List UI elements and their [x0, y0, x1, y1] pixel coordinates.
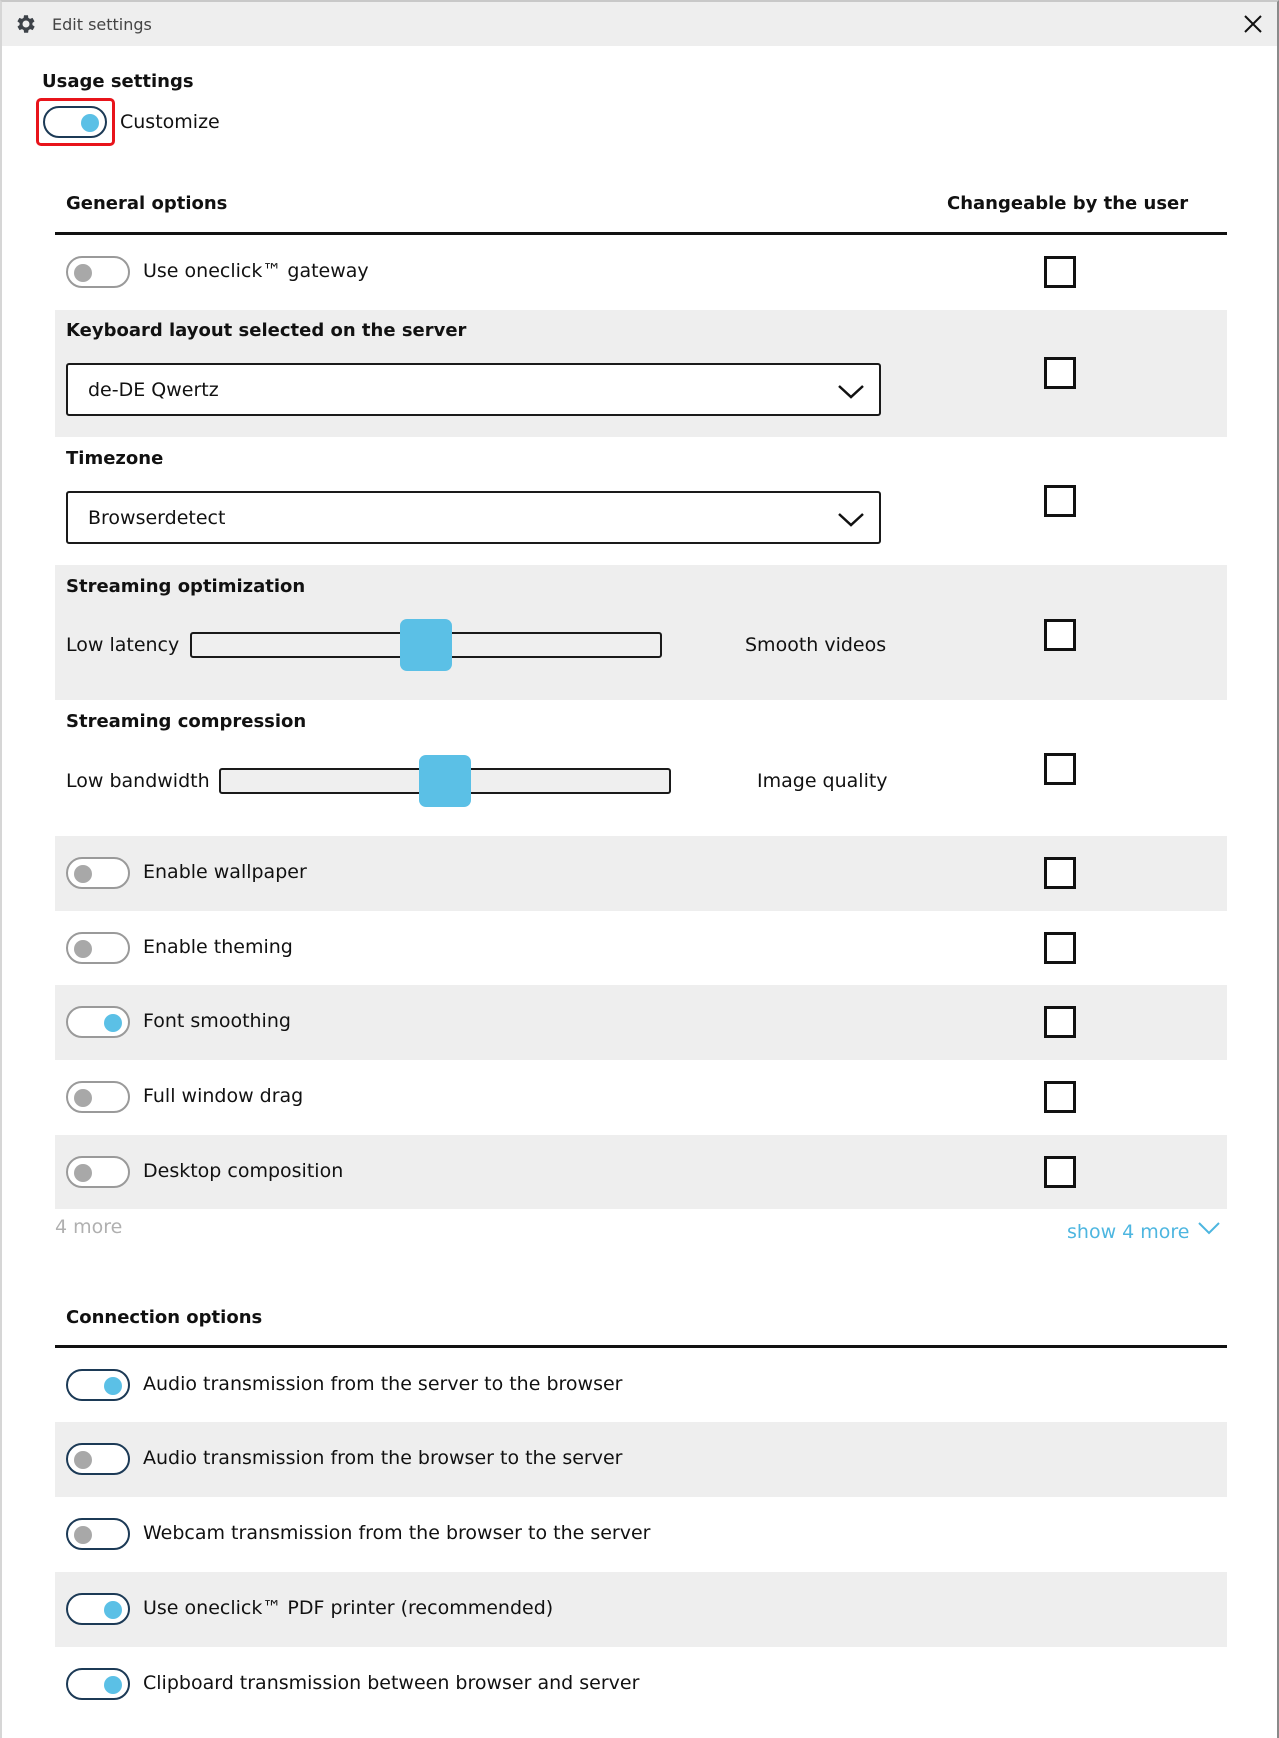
setting-row-wallpaper [55, 836, 1227, 911]
connection-row-pdf-printer [55, 1572, 1227, 1647]
hidden-count-label: 4 more [55, 1216, 123, 1238]
setting-row-streaming-compression [55, 700, 1227, 836]
timezone-changeable-checkbox[interactable] [1044, 485, 1076, 517]
font-smoothing-toggle[interactable] [66, 1006, 130, 1038]
streaming-compression-min-label: Low bandwidth [66, 770, 210, 792]
setting-row-gateway [55, 235, 1227, 310]
pdf-printer-toggle[interactable] [66, 1593, 130, 1625]
timezone-heading: Timezone [66, 448, 164, 469]
streaming-optimization-heading: Streaming optimization [66, 576, 306, 597]
streaming-compression-heading: Streaming compression [66, 711, 307, 732]
toggle-knob [74, 264, 92, 282]
theming-label: Enable theming [143, 936, 293, 958]
theming-changeable-checkbox[interactable] [1044, 932, 1076, 964]
streaming-optimization-changeable-checkbox[interactable] [1044, 619, 1076, 651]
pdf-printer-label: Use oneclick™ PDF printer (recommended) [143, 1597, 554, 1619]
gateway-label: Use oneclick™ gateway [143, 260, 369, 282]
full-window-drag-toggle[interactable] [66, 1081, 130, 1113]
wallpaper-label: Enable wallpaper [143, 861, 307, 883]
slider-thumb[interactable] [419, 755, 471, 807]
connection-row-audio-browser-to-server [55, 1422, 1227, 1497]
webcam-label: Webcam transmission from the browser to the server [143, 1522, 651, 1544]
show-more-link[interactable] [1067, 1221, 1220, 1243]
keyboard-layout-value: de-DE Qwertz [88, 379, 219, 401]
full-window-drag-label: Full window drag [143, 1085, 304, 1107]
connection-row-clipboard [55, 1647, 1227, 1722]
chevron-down-icon [837, 381, 865, 401]
streaming-optimization-max-label: Smooth videos [745, 634, 887, 656]
toggle-knob [81, 114, 99, 132]
connection-row-webcam [55, 1497, 1227, 1572]
setting-row-keyboard [55, 310, 1227, 437]
toggle-knob [74, 865, 92, 883]
font-smoothing-label: Font smoothing [143, 1010, 291, 1032]
chevron-down-icon [1198, 1221, 1220, 1235]
setting-row-theming [55, 911, 1227, 985]
toggle-knob [74, 1451, 92, 1469]
customize-label: Customize [120, 111, 220, 133]
webcam-toggle[interactable] [66, 1518, 130, 1550]
keyboard-layout-select[interactable] [66, 363, 881, 416]
timezone-select[interactable] [66, 491, 881, 544]
timezone-value: Browserdetect [88, 507, 226, 529]
toggle-knob [104, 1676, 122, 1694]
desktop-composition-changeable-checkbox[interactable] [1044, 1156, 1076, 1188]
theming-toggle[interactable] [66, 932, 130, 964]
general-options-heading: General options [66, 193, 228, 214]
streaming-optimization-min-label: Low latency [66, 634, 180, 656]
toggle-knob [74, 1526, 92, 1544]
toggle-knob [104, 1601, 122, 1619]
keyboard-changeable-checkbox[interactable] [1044, 357, 1076, 389]
gateway-toggle[interactable] [66, 256, 130, 288]
usage-settings-heading: Usage settings [42, 71, 194, 92]
font-smoothing-changeable-checkbox[interactable] [1044, 1006, 1076, 1038]
desktop-composition-label: Desktop composition [143, 1160, 344, 1182]
customize-highlight [36, 98, 115, 146]
show-more-label: show 4 more [1067, 1221, 1190, 1243]
setting-row-timezone [55, 437, 1227, 565]
close-icon[interactable] [1241, 12, 1265, 36]
title-bar [2, 2, 1277, 46]
setting-row-desktop-composition [55, 1135, 1227, 1209]
streaming-compression-changeable-checkbox[interactable] [1044, 753, 1076, 785]
audio-server-to-browser-label: Audio transmission from the server to the browser [143, 1373, 623, 1395]
wallpaper-toggle[interactable] [66, 857, 130, 889]
audio-server-to-browser-toggle[interactable] [66, 1369, 130, 1401]
gateway-changeable-checkbox[interactable] [1044, 256, 1076, 288]
desktop-composition-toggle[interactable] [66, 1156, 130, 1188]
connection-options-heading: Connection options [66, 1307, 263, 1328]
clipboard-label: Clipboard transmission between browser and server [143, 1672, 640, 1694]
streaming-optimization-slider[interactable] [190, 632, 662, 658]
clipboard-toggle[interactable] [66, 1668, 130, 1700]
toggle-knob [104, 1014, 122, 1032]
customize-toggle[interactable] [43, 106, 107, 138]
setting-row-streaming-optimization [55, 565, 1227, 700]
keyboard-heading: Keyboard layout selected on the server [66, 320, 467, 341]
audio-browser-to-server-toggle[interactable] [66, 1443, 130, 1475]
changeable-column-heading: Changeable by the user [947, 193, 1189, 214]
streaming-compression-slider[interactable] [219, 768, 671, 794]
setting-row-full-window-drag [55, 1060, 1227, 1135]
toggle-knob [104, 1377, 122, 1395]
audio-browser-to-server-label: Audio transmission from the browser to the server [143, 1447, 623, 1469]
toggle-knob [74, 940, 92, 958]
streaming-compression-max-label: Image quality [757, 770, 888, 792]
toggle-knob [74, 1089, 92, 1107]
setting-row-font-smoothing [55, 985, 1227, 1060]
slider-thumb[interactable] [400, 619, 452, 671]
gear-icon [14, 12, 38, 36]
full-window-drag-changeable-checkbox[interactable] [1044, 1081, 1076, 1113]
toggle-knob [74, 1164, 92, 1182]
dialog-title: Edit settings [52, 15, 152, 34]
connection-row-audio-server-to-browser [55, 1348, 1227, 1422]
chevron-down-icon [837, 509, 865, 529]
wallpaper-changeable-checkbox[interactable] [1044, 857, 1076, 889]
